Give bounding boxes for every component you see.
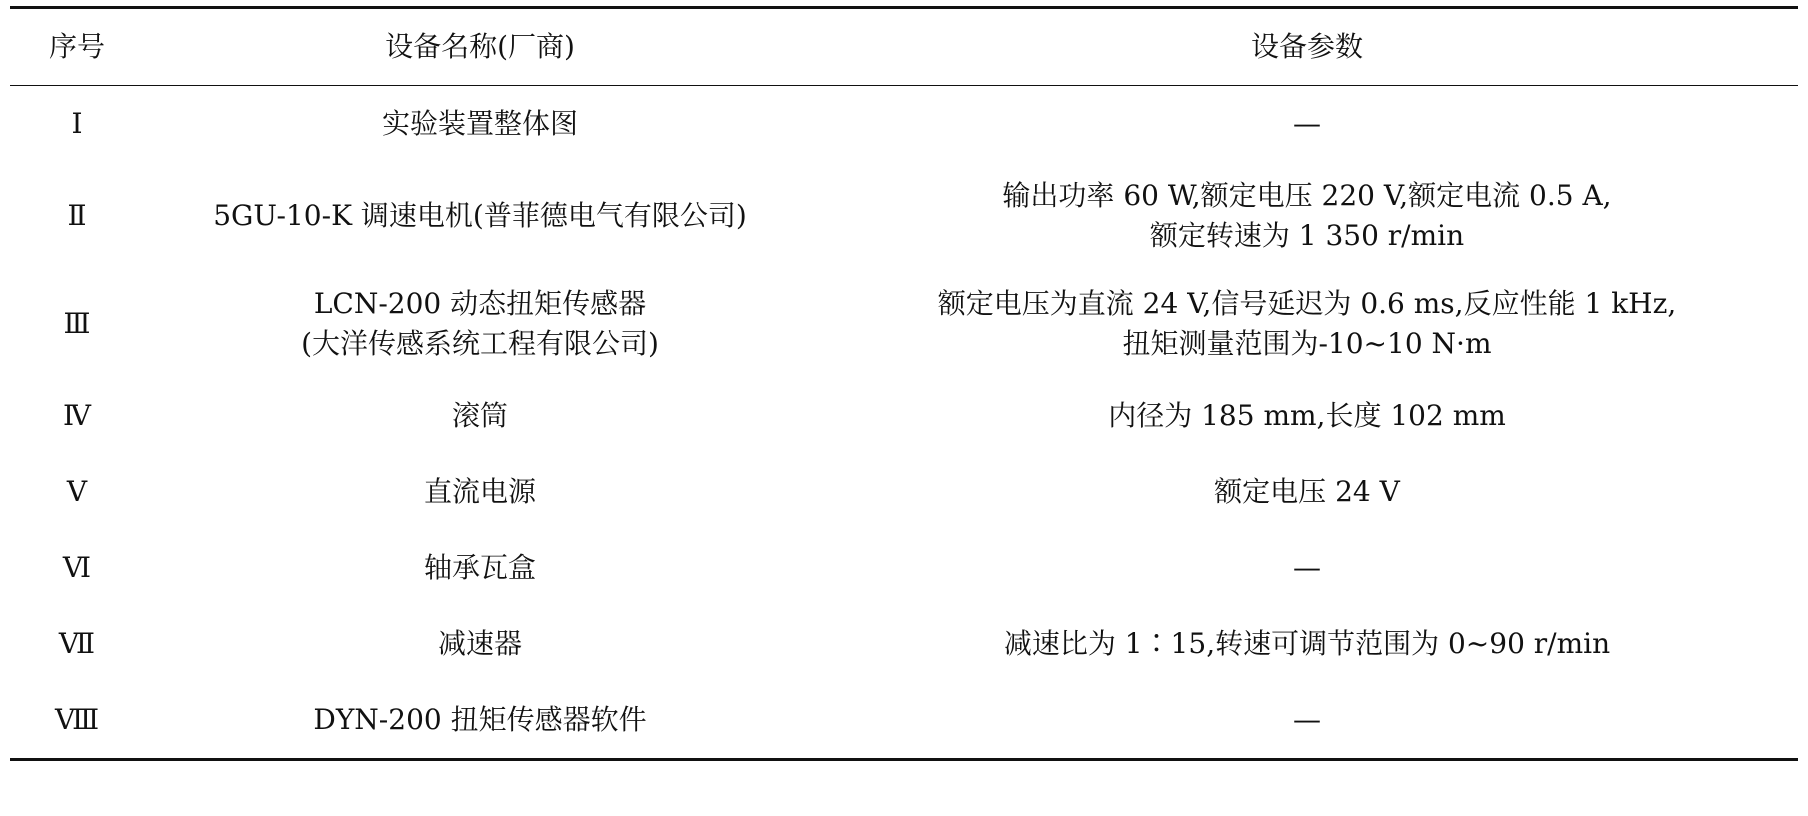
- name-line: (大洋传感系统工程有限公司): [301, 327, 659, 360]
- header-equipment-parameters: 设备参数: [1250, 30, 1363, 63]
- equipment-table: [10, 6, 1798, 761]
- row-equipment-name: [144, 682, 816, 760]
- row-equipment-parameters: [816, 530, 1798, 606]
- params-line: 内径为 185 mm,长度 102 mm: [1108, 399, 1506, 432]
- table-row: [10, 530, 1798, 606]
- name-line: 减速器: [437, 627, 522, 660]
- table-row: [10, 378, 1798, 454]
- row-serial-number: Ⅴ: [66, 475, 88, 508]
- row-serial-number: Ⅷ: [54, 703, 100, 736]
- row-equipment-name: [144, 162, 816, 270]
- row-serial-number: Ⅰ: [71, 107, 83, 140]
- params-line: 输出功率 60 W,额定电压 220 V,额定电流 0.5 A,: [1002, 179, 1612, 212]
- row-equipment-name: [144, 378, 816, 454]
- table-row: [10, 606, 1798, 682]
- table-row: [10, 682, 1798, 760]
- row-equipment-parameters: [816, 682, 1798, 760]
- name-line: 实验装置整体图: [381, 107, 578, 140]
- row-equipment-parameters: [816, 378, 1798, 454]
- params-line: —: [1293, 703, 1321, 736]
- row-equipment-name: [144, 454, 816, 530]
- params-line: —: [1293, 551, 1321, 584]
- header-equipment-name: 设备名称(厂商): [385, 30, 575, 63]
- name-line: 滚筒: [451, 399, 508, 432]
- table-row: [10, 454, 1798, 530]
- row-serial-number: Ⅶ: [58, 627, 96, 660]
- row-equipment-parameters: [816, 270, 1798, 378]
- equipment-table-container: [10, 6, 1798, 761]
- name-line: LCN-200 动态扭矩传感器: [313, 287, 647, 320]
- header-serial-number: 序号: [48, 30, 105, 63]
- params-line: —: [1293, 107, 1321, 140]
- row-equipment-parameters: [816, 454, 1798, 530]
- row-serial-number: Ⅵ: [62, 551, 92, 584]
- params-line: 额定电压 24 V: [1214, 475, 1400, 508]
- name-line: 直流电源: [423, 475, 536, 508]
- row-equipment-parameters: [816, 162, 1798, 270]
- row-serial-number: Ⅲ: [63, 307, 91, 340]
- params-line: 减速比为 1∶15,转速可调节范围为 0~90 r/min: [1003, 627, 1611, 660]
- row-equipment-name: [144, 270, 816, 378]
- row-equipment-parameters: [816, 86, 1798, 163]
- name-line: DYN-200 扭矩传感器软件: [313, 703, 647, 736]
- row-serial-number: Ⅱ: [67, 199, 87, 232]
- params-line: 额定转速为 1 350 r/min: [1149, 219, 1465, 252]
- row-serial-number: Ⅳ: [63, 399, 91, 432]
- row-equipment-name: [144, 606, 816, 682]
- row-equipment-name: [144, 86, 816, 163]
- row-equipment-parameters: [816, 606, 1798, 682]
- params-line: 额定电压为直流 24 V,信号延迟为 0.6 ms,反应性能 1 kHz,: [937, 287, 1677, 320]
- header-row: [10, 8, 1798, 86]
- table-row: [10, 86, 1798, 163]
- table-row: [10, 162, 1798, 270]
- table-body: [10, 86, 1798, 760]
- name-line: 5GU-10-K 调速电机(普菲德电气有限公司): [213, 199, 747, 232]
- name-line: 轴承瓦盒: [423, 551, 536, 584]
- params-line: 扭矩测量范围为-10~10 N·m: [1122, 327, 1492, 360]
- table-header: [10, 8, 1798, 86]
- table-row: [10, 270, 1798, 378]
- row-equipment-name: [144, 530, 816, 606]
